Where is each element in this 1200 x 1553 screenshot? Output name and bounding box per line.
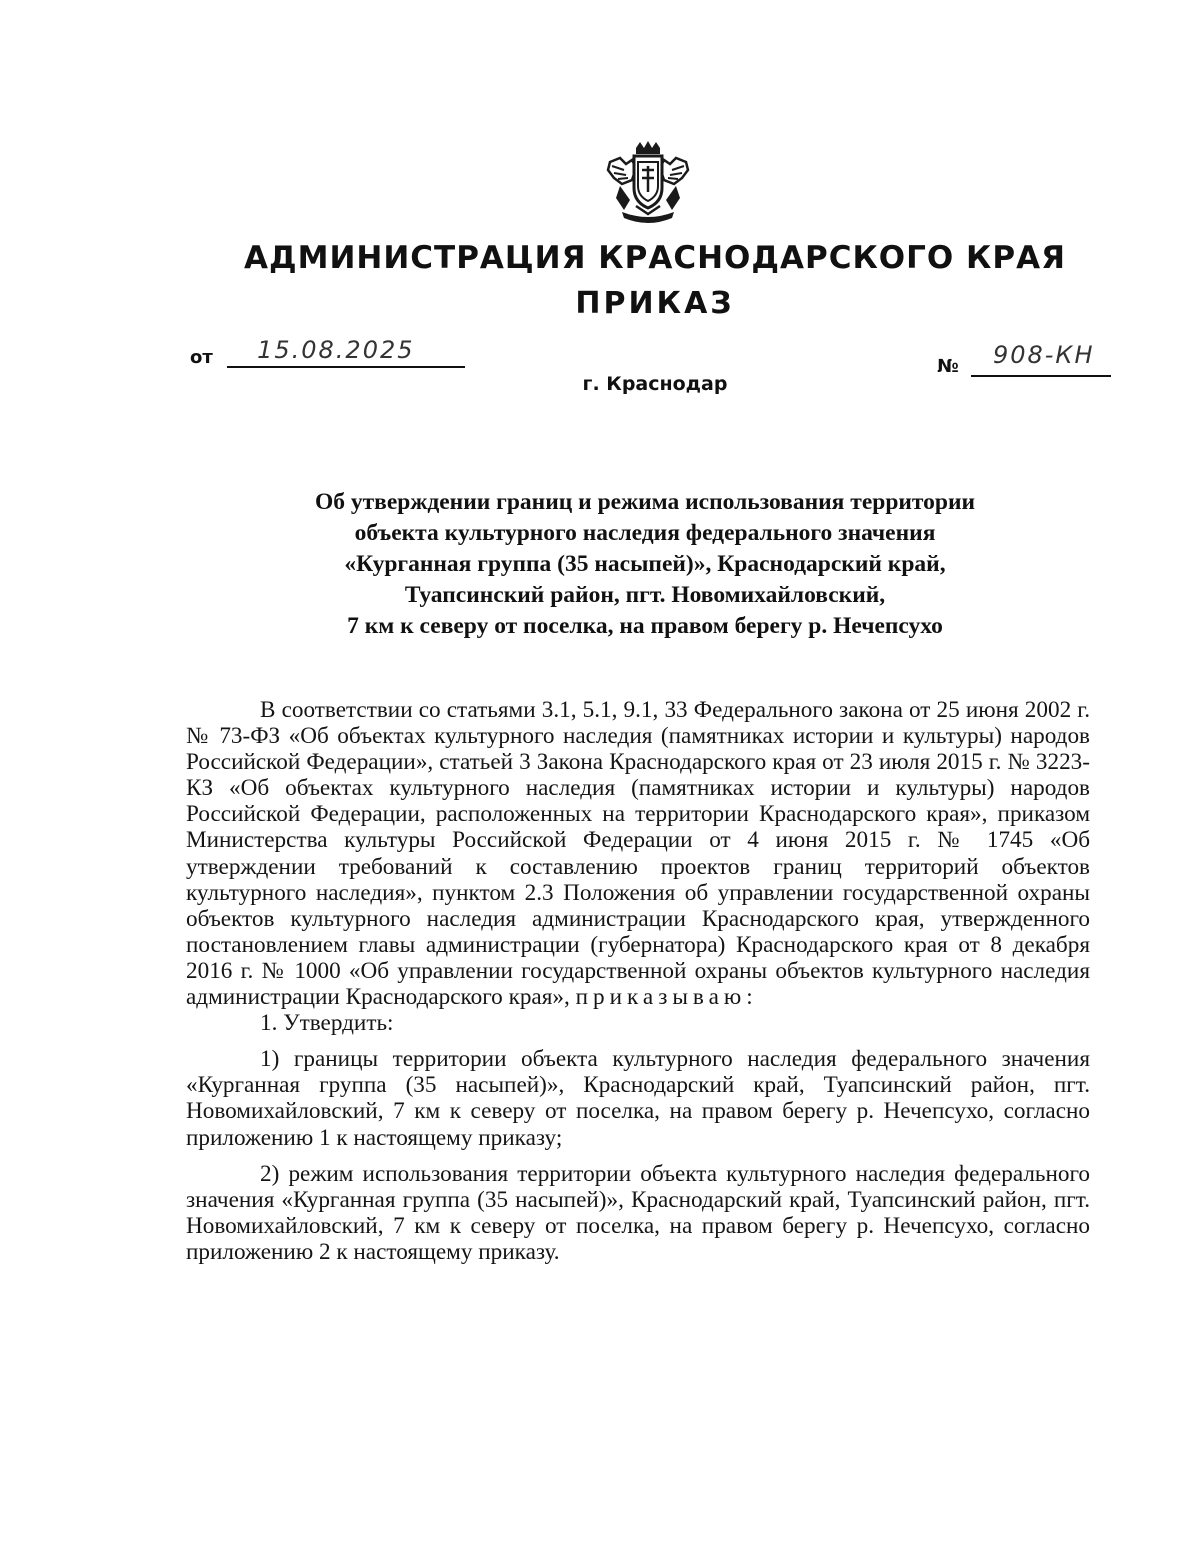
heading-line: 7 км к северу от поселка, на правом берегу р. Нечепсухо xyxy=(347,613,943,639)
city: г. Краснодар xyxy=(582,373,728,395)
heading-line: объекта культурного наследия федерального значения xyxy=(354,520,936,546)
preamble-text: В соответствии со статьями 3.1, 5.1, 9.1, 33 Федерального закона от 25 июня 2002 г. № 73-ФЗ «Об объектах культурного наследия (памятниках истории и культуры) народов Российской Федерации», статьей 3 Закона Краснодарского края от 23 июля 2015 г. № 3223-КЗ «Об объектах культурного наследия (памятниках истории и культуры) народов Российской Федерации, расположенных на территории Краснодарского края», приказом Министерства культуры Российской Федерации от 4 июня 2015 г. № 1745 «Об утверждении требований к составлению проектов границ территорий объектов культурного наследия», пунктом 2.3 Положения об управлении государственной охраны объектов культурного наследия администрации Краснодарского края, утвержденного постановлением главы администрации (губернатора) Краснодарского края от 8 декабря 2016 г. № 1000 «Об управлении государственной охраны объектов культурного наследия администрации Краснодарского края», xyxy=(186,697,1090,1011)
coat-of-arms-icon xyxy=(606,140,690,226)
sub-item-2-paragraph: 2) режим использования территории объекта культурного наследия федерального значения «Курганная группа (35 насыпей)», Краснодарский край, Туапсинский район, пгт. Новомихайловский, 7 км к северу от поселка, на правом берегу р. Нечепсухо, согласно приложению 2 к настоящему приказу. xyxy=(186,1160,1090,1265)
document-heading xyxy=(0,487,1200,642)
heading-line: Об утверждении границ и режима использования территории xyxy=(314,489,976,515)
preamble-paragraph xyxy=(186,697,1090,1010)
organization-title: АДМИНИСТРАЦИЯ КРАСНОДАРСКОГО КРАЯ xyxy=(244,240,1066,276)
sub-item-1-paragraph: 1) границы территории объекта культурного наследия федерального значения «Курганная группа (35 насыпей)», Краснодарский край, Туапсинский район, пгт. Новомихайловский, 7 км к северу от поселка, на правом берегу р. Нечепсухо, согласно приложению 1 к настоящему приказу; xyxy=(186,1046,1090,1151)
document-body xyxy=(186,697,1090,1265)
heading-line: Туапсинский район, пгт. Новомихайловский, xyxy=(404,582,886,608)
number-prefix: № xyxy=(937,356,959,377)
number-value: 908-КН xyxy=(992,341,1095,369)
date-value: 15.08.2025 xyxy=(257,336,415,364)
document-type-title: ПРИКАЗ xyxy=(575,286,735,321)
heading-line: «Курганная группа (35 насыпей)», Краснодарский край, xyxy=(344,551,946,577)
item-1-paragraph: 1. Утвердить: xyxy=(260,1010,394,1037)
order-word: приказываю: xyxy=(575,984,758,1011)
date-prefix: от xyxy=(190,347,213,368)
date-field xyxy=(227,336,465,368)
order-date xyxy=(190,336,465,368)
